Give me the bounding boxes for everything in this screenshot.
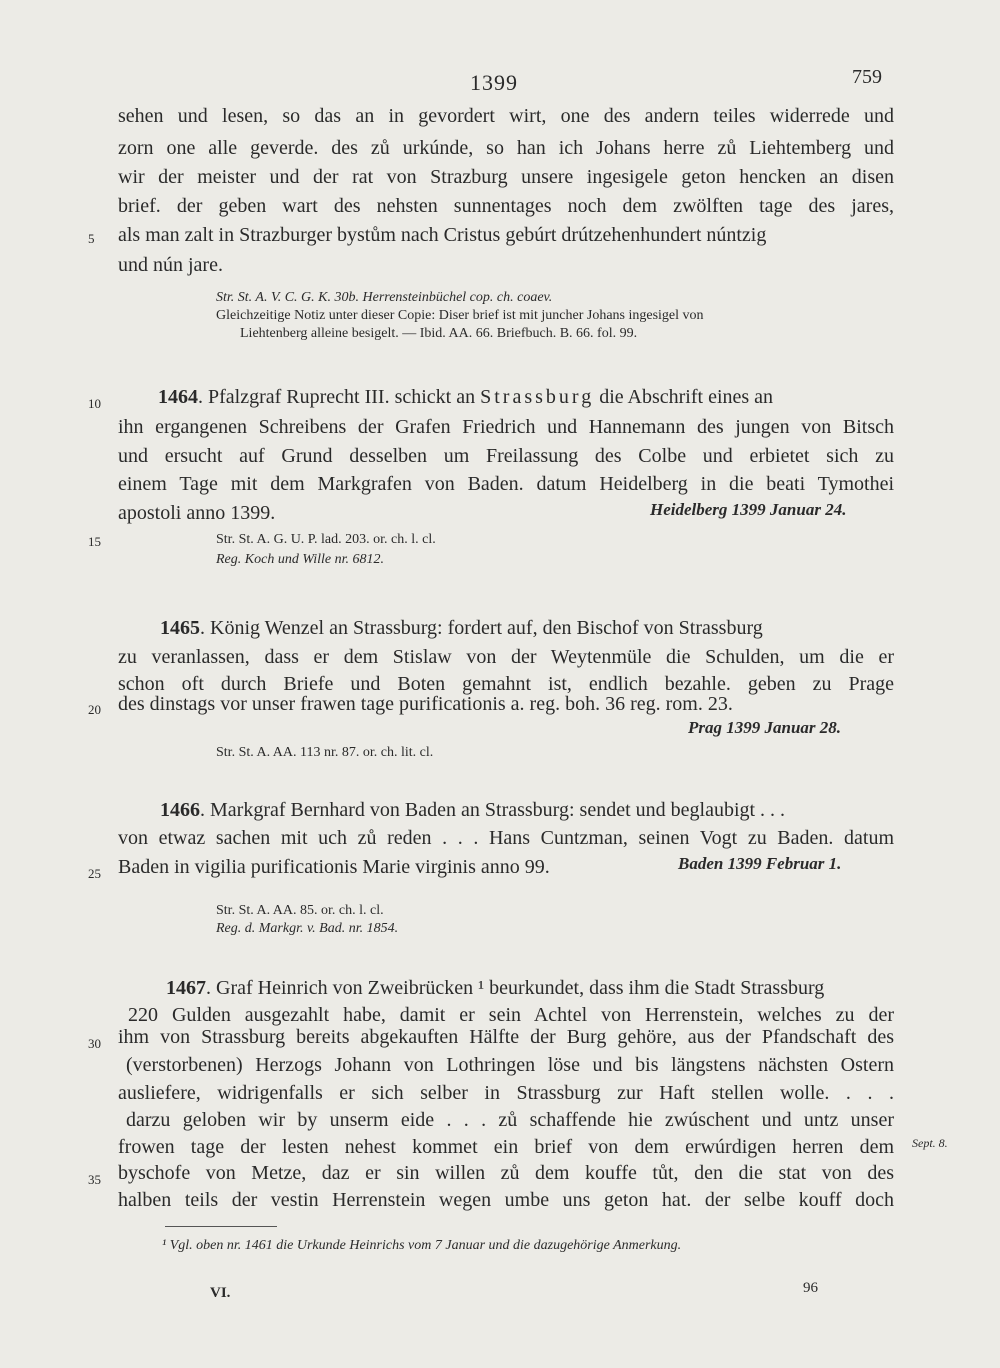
line-margin-number: 15 — [88, 534, 101, 549]
source-citation: Reg. d. Markgr. v. Bad. nr. 1854. — [216, 921, 399, 936]
sheet-number: 96 — [803, 1280, 818, 1296]
text-line: (verstorbenen) Herzogs Johann von Lothringen löse und bis längstens nächsten Ostern — [126, 1054, 894, 1076]
text-line: sehen und lesen, so das an in gevordert wirt, one des andern teiles widerrede und — [118, 105, 894, 127]
text-line: ihm von Strassburg bereits abgekauften Hälfte der Burg gehöre, aus der Pfandschaft des — [118, 1026, 894, 1048]
entry-date: Baden 1399 Februar 1. — [678, 854, 842, 873]
text-line: zorn one alle geverde. des zů urkúnde, so han ich Johans herre zů Liehtemberg und — [118, 137, 894, 159]
source-citation: Gleichzeitige Notiz unter dieser Copie: Diser brief ist mit juncher Johans ingesigel von — [216, 308, 704, 323]
source-citation: Str. St. A. V. C. G. K. 30b. Herrensteinbüchel cop. ch. coaev. — [216, 290, 553, 305]
entry-date: Heidelberg 1399 Januar 24. — [650, 500, 847, 519]
line-margin-number: 35 — [88, 1172, 101, 1187]
text-line: und nún jare. — [118, 254, 223, 276]
text-line: Baden in vigilia purificationis Marie virginis anno 99. — [118, 856, 550, 878]
entry-first-line: 1467. Graf Heinrich von Zweibrücken ¹ beurkundet, dass ihm die Stadt Strassburg — [166, 977, 825, 999]
source-citation: Reg. Koch und Wille nr. 6812. — [216, 552, 384, 567]
text-line: ihn ergangenen Schreibens der Grafen Friedrich und Hannemann des jungen von Bitsch — [118, 416, 894, 438]
line-margin-number: 10 — [88, 396, 101, 411]
entry-number: 1464 — [158, 386, 198, 408]
footnote: ¹ Vgl. oben nr. 1461 die Urkunde Heinrichs vom 7 Januar und die dazugehörige Anmerkung. — [162, 1238, 682, 1253]
text-line: wir der meister und der rat von Strazburg unsere ingesigele geton hencken an disen — [118, 166, 894, 188]
text-line: zu veranlassen, dass er dem Stislaw von der Weytenmüle die Schulden, um die er — [118, 646, 894, 668]
entry-number: 1465 — [160, 617, 200, 639]
line-margin-number: 20 — [88, 702, 101, 717]
text-line: ausliefere, widrigenfalls er sich selber in Strassburg zur Haft stellen wolle. . . . — [118, 1082, 894, 1104]
source-citation: Liehtenberg alleine besigelt. — Ibid. AA. 66. Briefbuch. B. 66. fol. 99. — [240, 326, 638, 341]
text-line: darzu geloben wir by unserm eide . . . zů schaffende hie zwúschent und untz unser — [126, 1109, 894, 1131]
text-line: einem Tage mit dem Markgrafen von Baden. datum Heidelberg in die beati Tymothei — [118, 473, 894, 495]
text-line: von etwaz sachen mit uch zů reden . . . Hans Cuntzman, seinen Vogt zu Baden. datum — [118, 827, 894, 849]
text-line: des dinstags vor unser frawen tage purificationis a. reg. boh. 36 reg. rom. 23. — [118, 693, 733, 715]
text-line: 220 Gulden ausgezahlt habe, damit er sein Achtel von Herrenstein, welches zu der — [128, 1004, 894, 1026]
page-header-year: 1399 — [470, 70, 518, 95]
text-line: apostoli anno 1399. — [118, 502, 276, 524]
line-margin-number: 30 — [88, 1036, 101, 1051]
line-margin-number: 5 — [88, 231, 95, 246]
entry-number: 1467 — [166, 977, 206, 999]
page-number: 759 — [852, 66, 882, 88]
text-line: als man zalt in Strazburger bystům nach Cristus gebúrt drútzehenhundert núntzig — [118, 224, 767, 246]
text-line: brief. der geben wart des nehsten sunnentages noch dem zwölften tage des jares, — [118, 195, 894, 217]
text-line: halben teils der vestin Herrenstein wegen umbe uns geton hat. der selbe kouff doch — [118, 1189, 894, 1211]
source-citation: Str. St. A. AA. 113 nr. 87. or. ch. lit. cl. — [216, 745, 434, 760]
source-citation: Str. St. A. AA. 85. or. ch. l. cl. — [216, 903, 384, 918]
text-line: byschofe von Metze, daz er sin willen zů dem kouffe tůt, den die stat von des — [118, 1162, 894, 1184]
volume-signature: VI. — [210, 1285, 231, 1301]
footnote-divider — [165, 1226, 277, 1227]
line-margin-number: 25 — [88, 866, 101, 881]
entry-first-line: 1465. König Wenzel an Strassburg: fordert auf, den Bischof von Strassburg — [160, 617, 763, 639]
text-line: schon oft durch Briefe und Boten gemahnt ist, endlich bezahle. geben zu Prage — [118, 673, 894, 695]
entry-first-line: 1466. Markgraf Bernhard von Baden an Strassburg: sendet und beglaubigt . . . — [160, 799, 786, 821]
source-citation: Str. St. A. G. U. P. lad. 203. or. ch. l. cl. — [216, 532, 436, 547]
entry-date: Prag 1399 Januar 28. — [688, 718, 842, 737]
text-line: und ersucht auf Grund desselben um Freilassung des Colbe und erbietet sich zu — [118, 445, 894, 467]
margin-date-note: Sept. 8. — [912, 1136, 948, 1150]
entry-first-line: 1464. Pfalzgraf Ruprecht III. schickt an Strassburg die Abschrift eines an — [158, 386, 774, 408]
text-line: frowen tage der lesten nehest kommet ein brief von dem erwúrdigen herren dem — [118, 1136, 894, 1158]
entry-number: 1466 — [160, 799, 200, 821]
